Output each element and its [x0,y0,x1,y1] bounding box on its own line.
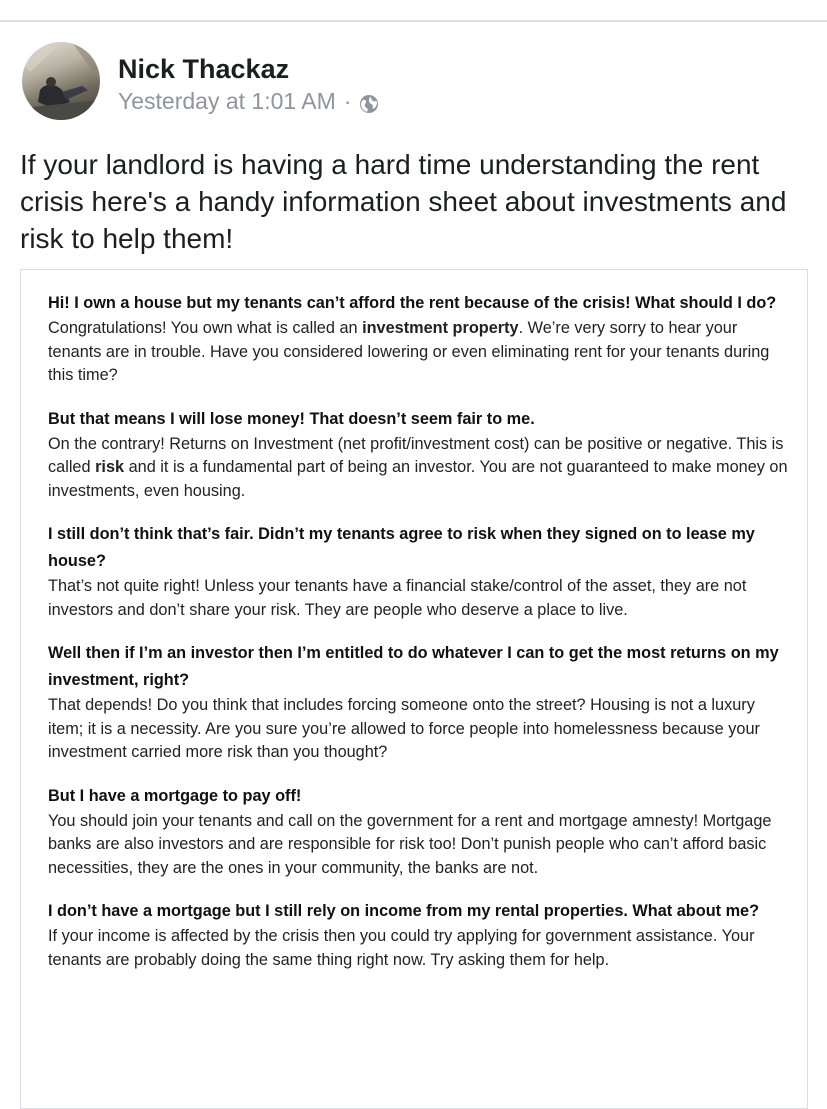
post-text: If your landlord is having a hard time understanding the rent crisis here's a handy information sheet about investments and risk to help them! [20,149,787,254]
post-header [22,42,379,122]
post-timestamp[interactable]: Yesterday at 1:01 AM [118,88,336,114]
qa-block [48,783,788,881]
answer [48,694,788,765]
answer-text: If your income is affected by the crisis then you could try applying for government assistance. Your tenants are probably doing the same thing right now. Try asking them for help. [48,927,755,969]
answer [48,810,788,881]
answer [48,925,788,972]
question: But that means I will lose money! That doesn’t seem fair to me. [48,409,535,428]
qa-block [48,898,788,972]
separator-dot: · [343,88,352,114]
answer-text: . We’re very sorry to hear your tenants are in trouble. Have you considered lowering or even eliminating rent for your tenants during this time? [48,319,770,384]
question: Hi! I own a house but my tenants can’t afford the rent because of the crisis! What should I do? [48,294,777,312]
globe-icon[interactable] [359,91,379,111]
post-meta [118,52,379,116]
qa-block [48,406,788,504]
question: But I have a mortgage to pay off! [48,786,302,805]
answer-text: On the contrary! Returns on Investment (net profit/investment cost) can be positive or negative. This is called [48,434,784,476]
info-sheet-image[interactable] [20,269,808,1109]
qa-block [48,521,788,622]
question: I don’t have a mortgage but I still rely on income from my rental properties. What about me? [48,902,760,920]
question: Well then if I’m an investor then I’m entitled to do whatever I can to get the most returns on my investment, right? [48,644,779,689]
question: I still don’t think that’s fair. Didn’t my tenants agree to risk when they signed on to lease my house? [48,525,755,570]
answer-emphasis: investment property [362,319,519,337]
answer-text: and it is a fundamental part of being an investor. You are not guaranteed to make money on investments, even housing. [48,458,788,500]
qa-block [48,640,788,765]
answer [48,575,788,622]
top-divider [0,0,827,22]
qa-block [48,290,788,388]
answer-emphasis: risk [95,458,125,476]
author-name[interactable]: Nick Thackaz [118,54,290,84]
answer-text: That depends! Do you think that includes forcing someone onto the street? Housing is not a luxury item; it is a necessity. Are you sure you’re allowed to force people into homelessness because your investment carried more risk than you thought? [48,696,760,761]
answer [48,317,788,388]
answer-text: That’s not quite right! Unless your tenants have a financial stake/control of the asset, they are not investors and don’t share your risk. They are people who deserve a place to live. [48,577,747,619]
info-sheet-content [48,290,788,990]
answer [48,433,788,504]
post-timestamp-row [118,86,379,116]
answer-text: Congratulations! You own what is called an [48,319,363,337]
answer-text: You should join your tenants and call on the government for a rent and mortgage amnesty! Mortgage banks are also investors and are responsible for risk too! Don’t punish people who can’t afford basic necessities, they are the ones in your community, the banks are not. [48,811,772,877]
avatar[interactable] [22,42,100,120]
